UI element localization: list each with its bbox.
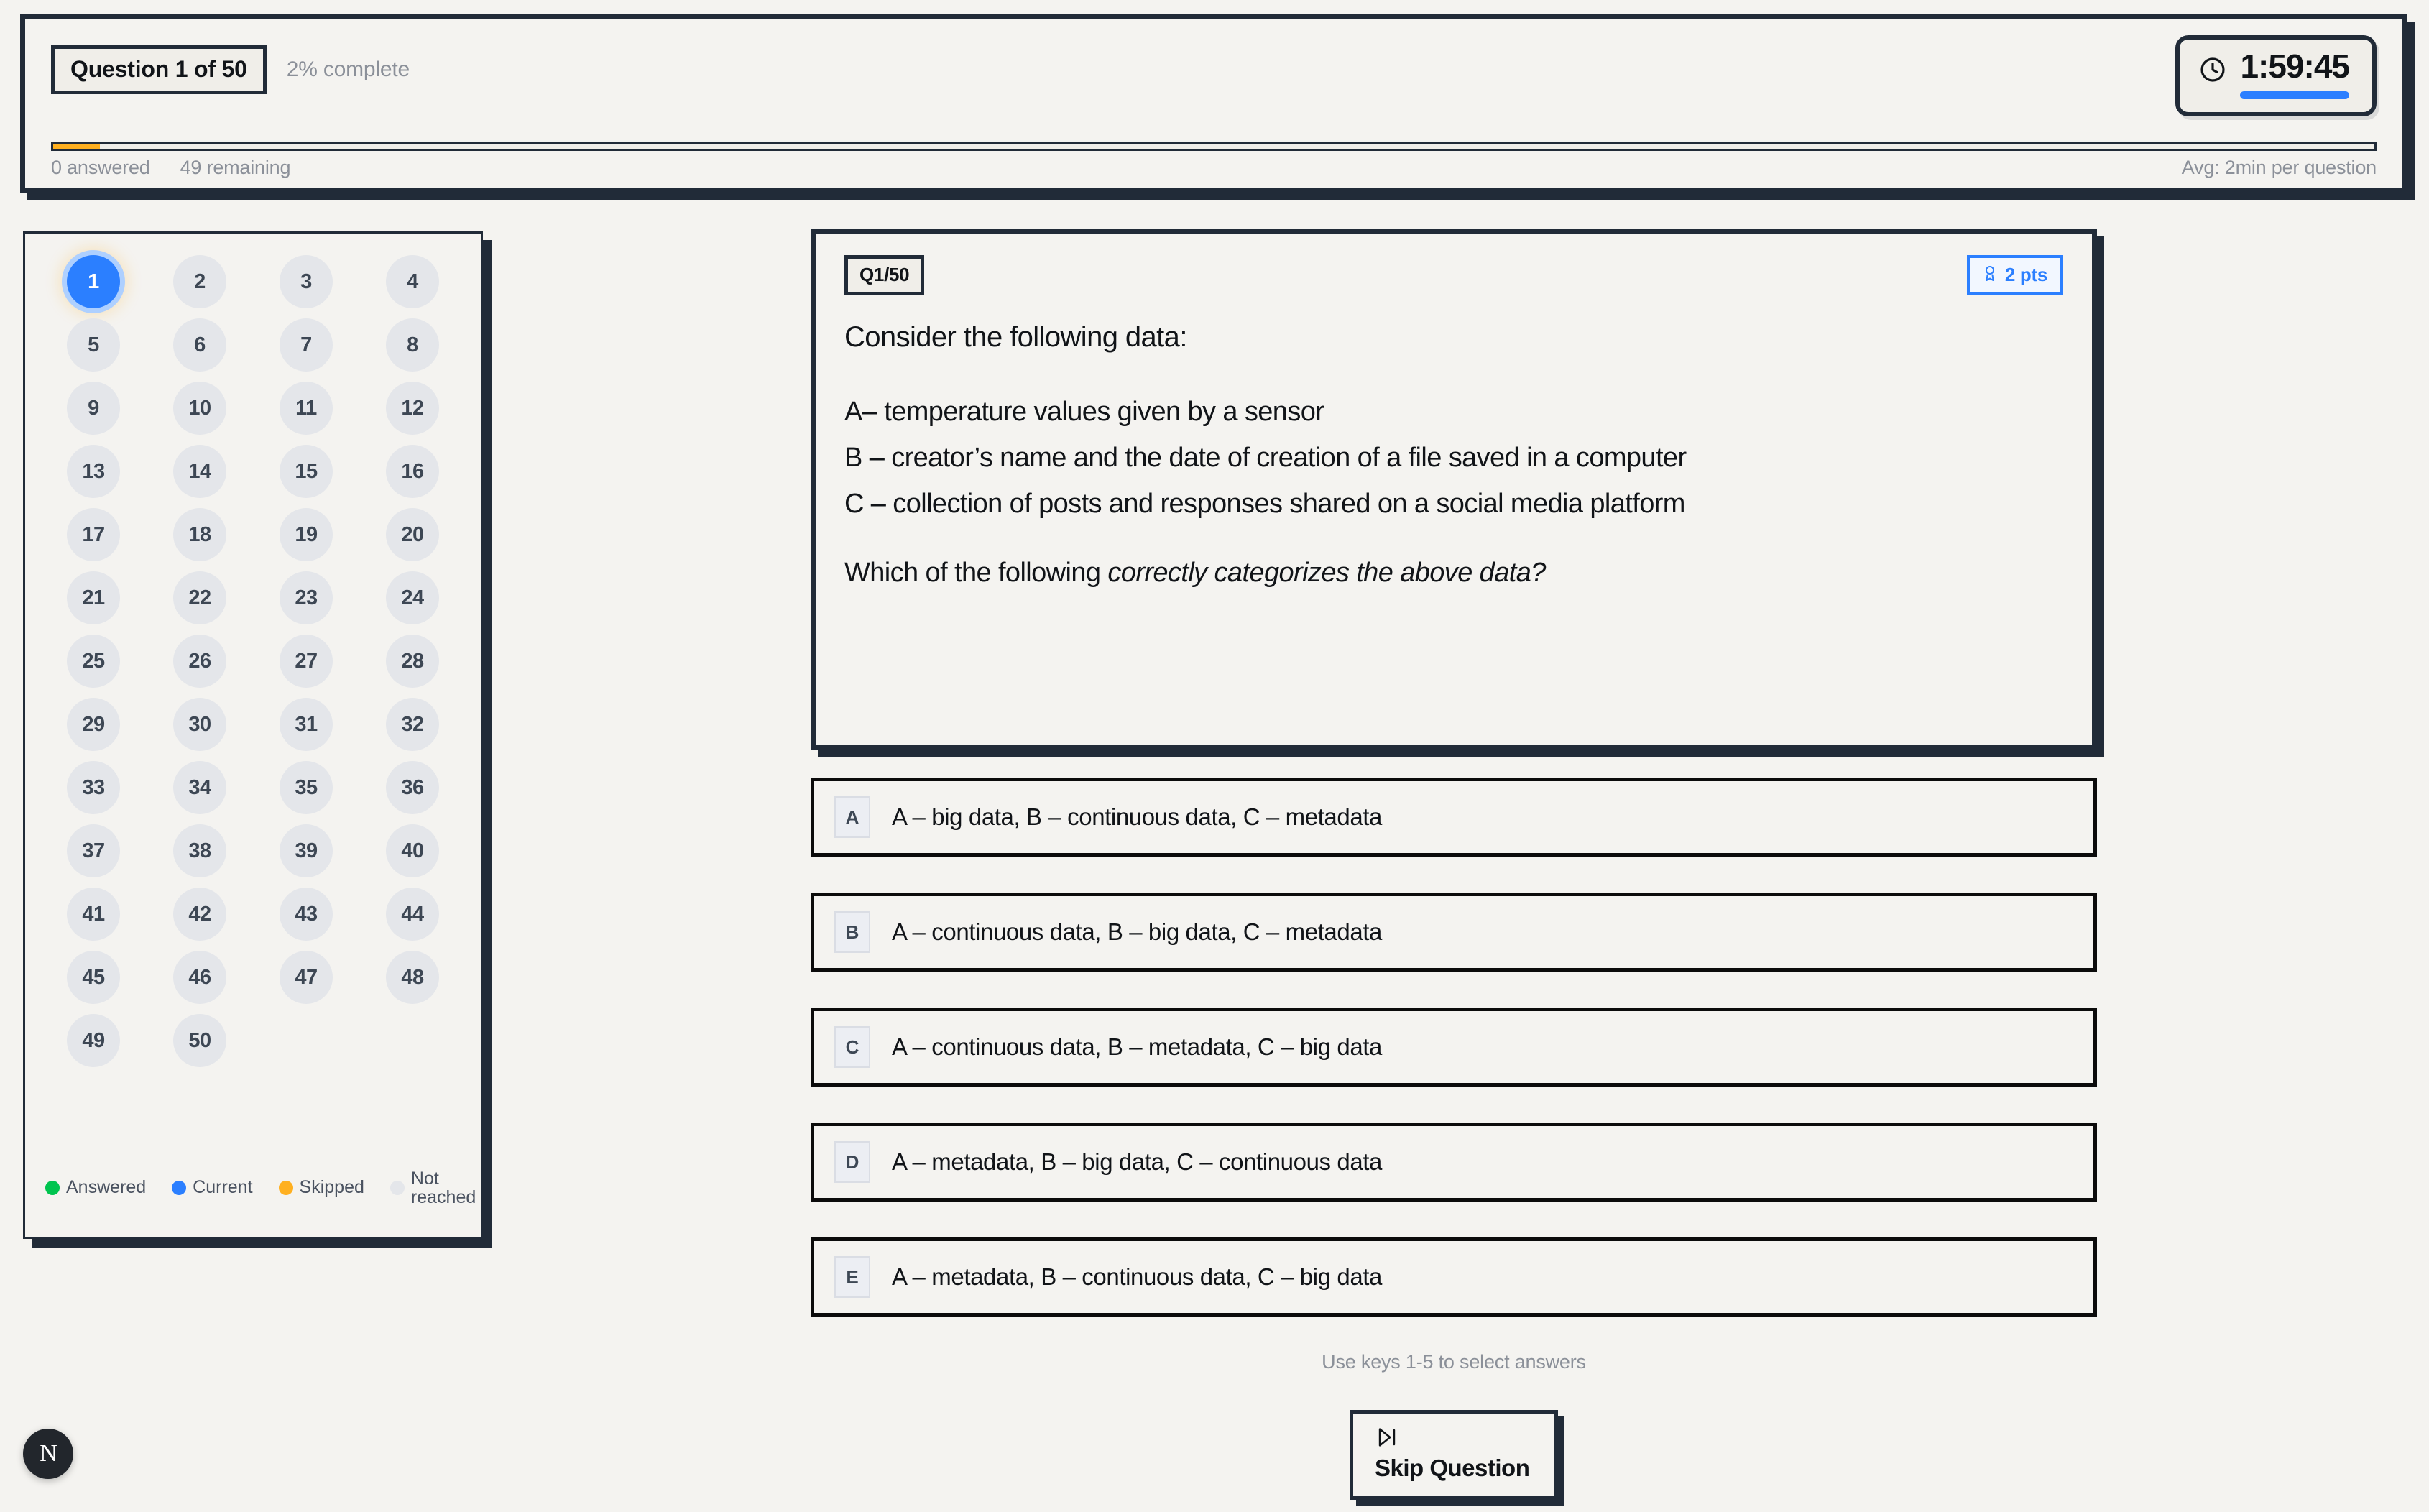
skip-question-button[interactable] (1350, 1410, 1558, 1500)
nav-cell (364, 508, 461, 561)
nav-cell (258, 571, 354, 624)
nav-question-44[interactable]: 44 (386, 888, 439, 941)
question-counter-chip: Question 1 of 50 (51, 45, 267, 94)
question-data-list (844, 397, 2063, 520)
question-ask-prefix: Which of the following (844, 558, 1108, 588)
option-letter-badge: C (834, 1026, 870, 1068)
nav-cell (258, 888, 354, 941)
clock-icon (2198, 55, 2227, 88)
question-ask-text (844, 558, 2063, 589)
nav-cell (258, 318, 354, 372)
nav-question-16[interactable]: 16 (386, 445, 439, 498)
legend-item-not-reached (390, 1169, 476, 1207)
legend-item-skipped (279, 1177, 364, 1198)
nav-question-2[interactable]: 2 (173, 255, 226, 308)
nav-question-4[interactable]: 4 (386, 255, 439, 308)
nav-cell (152, 698, 248, 751)
question-card (811, 229, 2097, 750)
progress-meta-row (51, 157, 2377, 179)
legend-dot-icon (390, 1181, 405, 1195)
question-index-badge: Q1/50 (844, 255, 924, 295)
nav-question-41[interactable]: 41 (67, 888, 120, 941)
nav-cell (45, 571, 142, 624)
brand-initial: N (40, 1440, 57, 1467)
question-number-grid (45, 255, 461, 1067)
nav-cell (364, 255, 461, 308)
question-ask-emphasis: correctly categorizes the above data? (1107, 558, 1546, 588)
nav-question-30[interactable]: 30 (173, 698, 226, 751)
nav-question-46[interactable]: 46 (173, 951, 226, 1004)
timer-progress-bar (2240, 91, 2349, 99)
nav-question-39[interactable]: 39 (280, 824, 333, 877)
nav-question-27[interactable]: 27 (280, 635, 333, 688)
nav-question-22[interactable]: 22 (173, 571, 226, 624)
nav-cell (45, 255, 142, 308)
nav-cell (152, 571, 248, 624)
nav-question-28[interactable]: 28 (386, 635, 439, 688)
points-label: 2 pts (2004, 264, 2047, 285)
nav-question-47[interactable]: 47 (280, 951, 333, 1004)
option-letter-badge: B (834, 911, 870, 953)
percent-complete-label: 2% complete (286, 57, 410, 81)
nav-cell (152, 951, 248, 1004)
timer-value: 1:59:45 (2240, 47, 2349, 85)
option-text: A – metadata, B – continuous data, C – big data (892, 1263, 1383, 1290)
legend-label: Current (193, 1177, 253, 1198)
nav-question-1[interactable]: 1 (67, 255, 120, 308)
answer-option-a[interactable] (811, 778, 2097, 857)
keyboard-hint: Use keys 1-5 to select answers (1322, 1351, 1586, 1373)
legend-item-answered (45, 1177, 146, 1198)
nav-cell (45, 318, 142, 372)
nav-question-5[interactable]: 5 (67, 318, 120, 372)
option-letter-badge: D (834, 1141, 870, 1183)
nav-cell (45, 761, 142, 814)
answer-option-e[interactable] (811, 1237, 2097, 1317)
nav-cell (364, 888, 461, 941)
nav-cell (152, 318, 248, 372)
header-top-row (25, 19, 2402, 120)
nav-cell (152, 824, 248, 877)
nav-cell (364, 571, 461, 624)
nav-cell (45, 1014, 142, 1067)
nav-question-42[interactable]: 42 (173, 888, 226, 941)
question-card-header (844, 255, 2063, 295)
nav-cell (45, 888, 142, 941)
nav-question-7[interactable]: 7 (280, 318, 333, 372)
option-text: A – big data, B – continuous data, C – metadata (892, 803, 1383, 830)
nav-question-21[interactable]: 21 (67, 571, 120, 624)
question-data-item: C – collection of posts and responses shared on a social media platform (844, 489, 1685, 519)
legend-dot-icon (172, 1181, 186, 1195)
nav-question-8[interactable]: 8 (386, 318, 439, 372)
nav-cell (152, 888, 248, 941)
quiz-header (20, 14, 2407, 193)
progress-section (51, 142, 2377, 179)
nav-cell (258, 508, 354, 561)
nav-cell (258, 635, 354, 688)
nav-cell (152, 255, 248, 308)
nav-cell (45, 951, 142, 1004)
question-body (844, 321, 2063, 589)
remaining-count: 49 remaining (180, 157, 291, 178)
answered-count: 0 answered (51, 157, 150, 178)
avg-time-label: Avg: 2min per question (2181, 157, 2377, 178)
skip-forward-icon (1375, 1425, 1554, 1453)
nav-cell (152, 1014, 248, 1067)
nav-question-38[interactable]: 38 (173, 824, 226, 877)
legend-dot-icon (45, 1181, 60, 1195)
nav-question-31[interactable]: 31 (280, 698, 333, 751)
question-navigator (23, 231, 483, 1239)
nav-question-37[interactable]: 37 (67, 824, 120, 877)
nav-question-17[interactable]: 17 (67, 508, 120, 561)
nav-cell (258, 445, 354, 498)
nav-question-6[interactable]: 6 (173, 318, 226, 372)
question-data-item: B – creator’s name and the date of creation of a file saved in a computer (844, 443, 1687, 473)
option-text: A – metadata, B – big data, C – continuous data (892, 1148, 1383, 1175)
nav-question-19[interactable]: 19 (280, 508, 333, 561)
nav-question-29[interactable]: 29 (67, 698, 120, 751)
nav-cell (364, 698, 461, 751)
nav-question-32[interactable]: 32 (386, 698, 439, 751)
nav-question-15[interactable]: 15 (280, 445, 333, 498)
nav-cell (258, 382, 354, 435)
nav-question-34[interactable]: 34 (173, 761, 226, 814)
nav-question-36[interactable]: 36 (386, 761, 439, 814)
nav-cell (152, 382, 248, 435)
nav-question-3[interactable]: 3 (280, 255, 333, 308)
nav-question-20[interactable]: 20 (386, 508, 439, 561)
nav-question-45[interactable]: 45 (67, 951, 120, 1004)
nav-cell (45, 508, 142, 561)
nav-cell (364, 318, 461, 372)
nav-cell (152, 761, 248, 814)
progress-fill (53, 144, 100, 149)
navigator-legend (45, 1168, 476, 1207)
question-data-item: A– temperature values given by a sensor (844, 397, 1324, 427)
nav-question-50[interactable]: 50 (173, 1014, 226, 1067)
nav-cell (152, 445, 248, 498)
nav-question-33[interactable]: 33 (67, 761, 120, 814)
nav-cell (364, 824, 461, 877)
nav-question-13[interactable]: 13 (67, 445, 120, 498)
option-letter-badge: A (834, 796, 870, 838)
answer-option-c[interactable] (811, 1008, 2097, 1087)
nav-cell (364, 761, 461, 814)
exam-timer (2175, 35, 2377, 116)
nav-cell (258, 698, 354, 751)
legend-label: Answered (66, 1177, 147, 1198)
nav-question-23[interactable]: 23 (280, 571, 333, 624)
answer-option-d[interactable] (811, 1123, 2097, 1202)
nav-question-11[interactable]: 11 (280, 382, 333, 435)
nav-question-26[interactable]: 26 (173, 635, 226, 688)
nav-question-10[interactable]: 10 (173, 382, 226, 435)
nav-cell (364, 951, 461, 1004)
nav-question-9[interactable]: 9 (67, 382, 120, 435)
nav-cell (45, 698, 142, 751)
nav-question-43[interactable]: 43 (280, 888, 333, 941)
nav-question-48[interactable]: 48 (386, 951, 439, 1004)
nav-cell (152, 635, 248, 688)
nav-cell (152, 508, 248, 561)
nav-question-12[interactable]: 12 (386, 382, 439, 435)
option-text: A – continuous data, B – metadata, C – big data (892, 1033, 1383, 1060)
timer-readout (2240, 47, 2349, 99)
nav-cell (258, 951, 354, 1004)
nav-cell (364, 635, 461, 688)
nav-cell (258, 824, 354, 877)
nav-question-40[interactable]: 40 (386, 824, 439, 877)
nav-question-49[interactable]: 49 (67, 1014, 120, 1067)
nav-cell (258, 761, 354, 814)
legend-dot-icon (279, 1181, 293, 1195)
option-text: A – continuous data, B – big data, C – metadata (892, 918, 1383, 945)
skip-question-label: Skip Question (1375, 1455, 1530, 1481)
nav-cell (45, 635, 142, 688)
nav-cell (45, 382, 142, 435)
nav-question-35[interactable]: 35 (280, 761, 333, 814)
progress-track (51, 142, 2377, 151)
legend-label: Skipped (299, 1177, 364, 1198)
nav-question-25[interactable]: 25 (67, 635, 120, 688)
nav-cell (45, 824, 142, 877)
answer-option-b[interactable] (811, 893, 2097, 972)
answer-options-list (811, 778, 2097, 1352)
award-icon (1981, 264, 1999, 285)
nav-question-14[interactable]: 14 (173, 445, 226, 498)
option-letter-badge: E (834, 1256, 870, 1298)
nav-cell (45, 445, 142, 498)
nav-cell (258, 255, 354, 308)
brand-badge[interactable] (23, 1429, 73, 1479)
nav-cell (364, 382, 461, 435)
nav-question-24[interactable]: 24 (386, 571, 439, 624)
legend-label: Not reached (410, 1168, 476, 1207)
question-lead-text: Consider the following data: (844, 321, 1187, 353)
legend-item-current (172, 1177, 252, 1198)
nav-cell (364, 445, 461, 498)
points-badge (1967, 255, 2063, 295)
nav-question-18[interactable]: 18 (173, 508, 226, 561)
